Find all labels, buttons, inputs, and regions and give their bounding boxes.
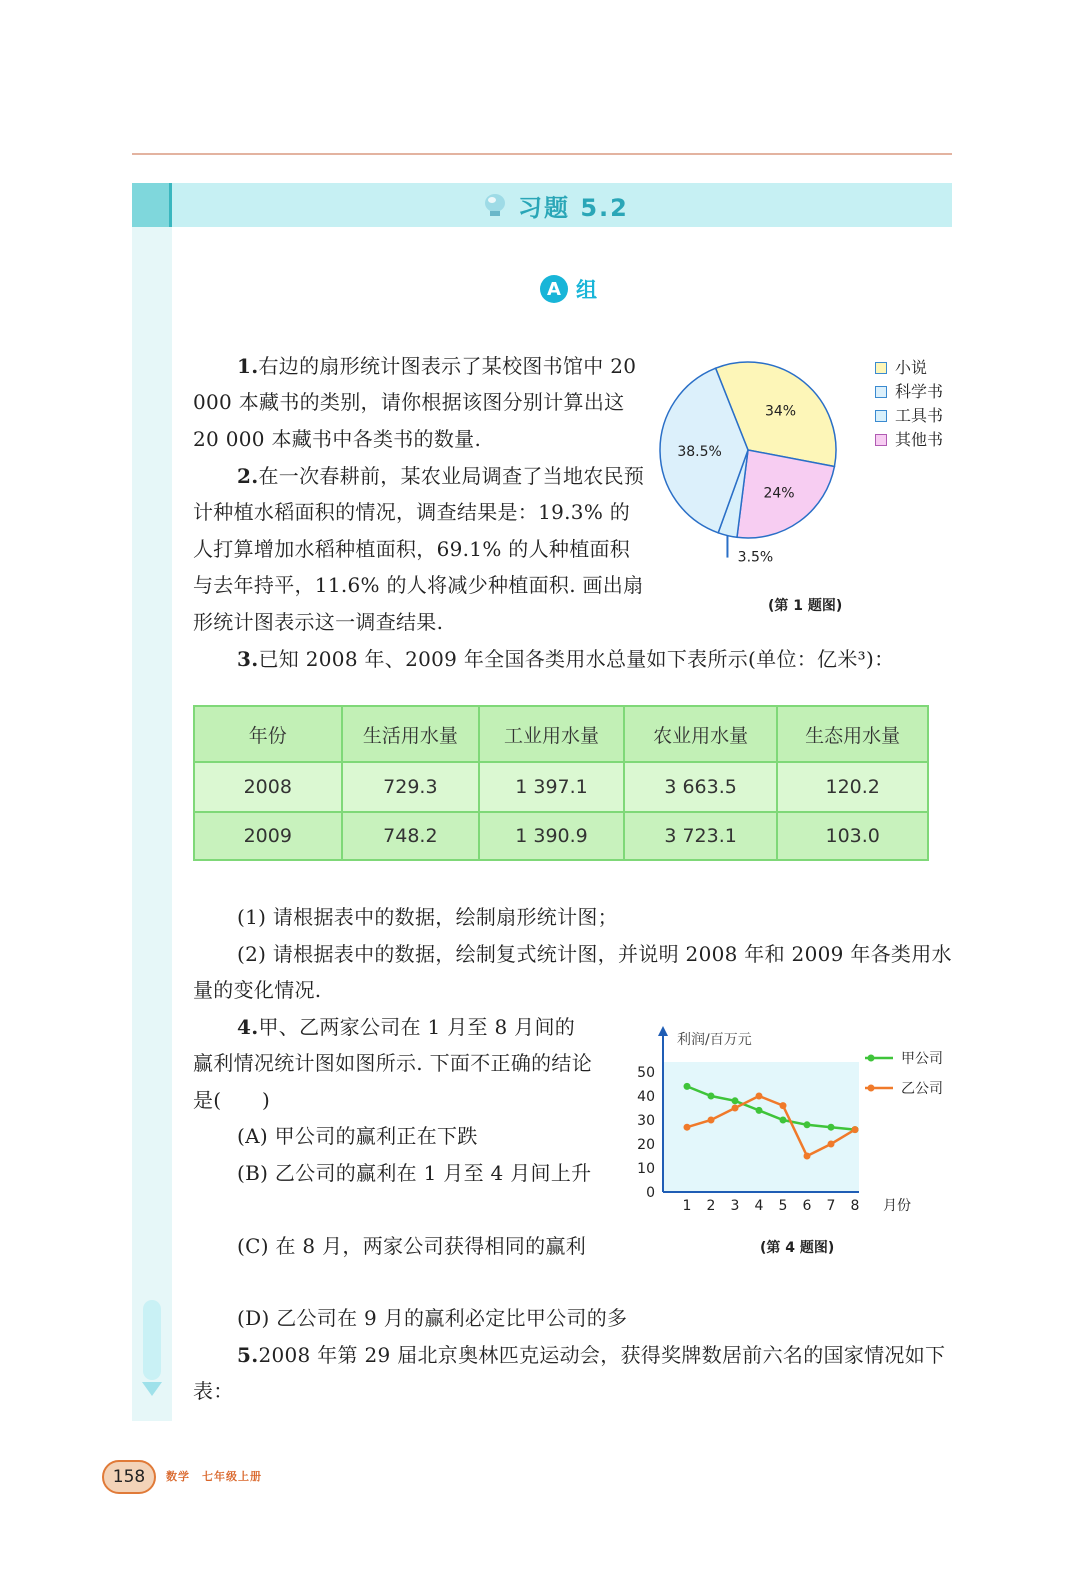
table-cell: 120.2 <box>777 762 928 812</box>
left-margin-strip <box>132 226 172 1421</box>
table-header-cell: 工业用水量 <box>479 706 624 762</box>
pie-slice-label: 24% <box>763 485 795 502</box>
x-tick-label: 3 <box>730 1198 740 1214</box>
table-header-cell: 年份 <box>194 706 342 762</box>
pie-slice-label: 3.5% <box>737 549 774 566</box>
table-header-cell: 农业用水量 <box>624 706 778 762</box>
x-axis-label: 月份 <box>883 1198 911 1214</box>
table-cell: 729.3 <box>342 762 480 812</box>
legend-item-novel <box>875 356 943 380</box>
margin-decoration <box>143 1300 161 1380</box>
x-tick-label: 8 <box>850 1198 860 1214</box>
question-5 <box>193 1337 953 1410</box>
line-chart <box>625 1020 960 1220</box>
question-5-text: 2008 年第 29 届北京奥林匹克运动会，获得奖牌数居前六名的国家情况如下表： <box>193 1343 946 1404</box>
data-point <box>732 1097 739 1104</box>
data-point <box>780 1117 787 1124</box>
y-axis-label: 利润/百万元 <box>677 1032 752 1048</box>
table-cell: 748.2 <box>342 812 480 860</box>
data-point <box>780 1102 787 1109</box>
pie-slice-label: 38.5% <box>677 443 722 460</box>
lightbulb-icon <box>480 192 510 218</box>
question-1 <box>193 348 645 457</box>
data-point <box>708 1093 715 1100</box>
legend-marker <box>868 1085 875 1092</box>
table-cell: 103.0 <box>777 812 928 860</box>
table-cell: 3 723.1 <box>624 812 778 860</box>
legend-label: 乙公司 <box>901 1081 943 1097</box>
question-1-text: 右边的扇形统计图表示了某校图书馆中 20 000 本藏书的类别，请你根据该图分别计算出这 20 000 本藏书中各类书的数量. <box>193 354 637 451</box>
table-cell: 2008 <box>194 762 342 812</box>
table-cell: 1 397.1 <box>479 762 624 812</box>
table-header-cell: 生活用水量 <box>342 706 480 762</box>
y-tick-label: 20 <box>637 1137 655 1153</box>
question-3 <box>193 641 953 677</box>
table-cell: 1 390.9 <box>479 812 624 860</box>
question-4-text: 甲、乙两家公司在 1 月至 8 月间的赢利情况统计图如图所示. 下面不正确的结论是( ) <box>193 1015 593 1112</box>
legend-label-novel: 小说 <box>895 358 928 377</box>
question-2-text: 在一次春耕前，某农业局调查了当地农民预计种植水稻面积的情况，调查结果是：19.3% 的人打算增加水稻种植面积，69.1% 的人种植面积与去年持平，11.6% 的人将减少种植面积. 画出扇形统计图表示这一调查结果. <box>193 464 645 634</box>
x-tick-label: 2 <box>706 1198 716 1214</box>
y-tick-label: 0 <box>646 1185 655 1201</box>
legend-label-other: 其他书 <box>895 430 944 449</box>
table-cell: 3 663.5 <box>624 762 778 812</box>
page-number: 158 <box>102 1460 156 1494</box>
data-point <box>684 1083 691 1090</box>
data-point <box>804 1121 811 1128</box>
pie-legend <box>875 356 943 452</box>
question-3-text: 已知 2008 年、2009 年全国各类用水总量如下表所示(单位：亿米³)： <box>258 647 895 671</box>
table-header-row <box>194 706 928 762</box>
x-tick-label: 5 <box>778 1198 788 1214</box>
pie-slice-label: 34% <box>764 403 797 420</box>
table-header-cell: 生态用水量 <box>777 706 928 762</box>
data-point <box>852 1126 859 1133</box>
data-point <box>756 1107 763 1114</box>
book-title: 数学 七年级上册 <box>166 1470 262 1483</box>
question-3-sub-2: (2) 请根据表中的数据，绘制复式统计图，并说明 2008 年和 2009 年各类用水量的变化情况. <box>193 942 952 1003</box>
legend-swatch-novel <box>875 362 887 374</box>
legend-item-tools <box>875 404 943 428</box>
question-4-number: 4. <box>237 1015 259 1039</box>
table-cell: 2009 <box>194 812 342 860</box>
table-row <box>194 812 928 860</box>
line-caption: (第 4 题图) <box>760 1240 835 1256</box>
question-1-number: 1. <box>237 354 259 378</box>
data-point <box>828 1124 835 1131</box>
data-point <box>828 1141 835 1148</box>
legend-item-other <box>875 428 943 452</box>
question-2-number: 2. <box>237 464 259 488</box>
top-rule <box>132 153 952 155</box>
pie-chart <box>640 340 860 580</box>
header-accent-block <box>132 183 172 227</box>
legend-marker <box>868 1055 875 1062</box>
option-a: (A) 甲公司的赢利正在下跌 <box>237 1124 478 1148</box>
y-tick-label: 10 <box>637 1161 655 1177</box>
table-row <box>194 762 928 812</box>
y-axis-arrow <box>658 1026 668 1036</box>
data-point <box>732 1105 739 1112</box>
option-b: (B) 乙公司的赢利在 1 月至 4 月间上升 <box>237 1161 592 1185</box>
data-point <box>708 1117 715 1124</box>
x-tick-label: 7 <box>826 1198 836 1214</box>
group-letter: A <box>540 275 568 303</box>
legend-item-science <box>875 380 943 404</box>
section-title <box>480 187 680 223</box>
y-tick-label: 30 <box>637 1113 655 1129</box>
x-tick-label: 4 <box>754 1198 764 1214</box>
section-title-text: 习题 5.2 <box>518 193 629 222</box>
pie-caption: (第 1 题图) <box>768 598 843 614</box>
question-4 <box>193 1009 593 1118</box>
option-d: (D) 乙公司在 9 月的赢利必定比甲公司的多 <box>237 1306 628 1330</box>
x-tick-label: 6 <box>802 1198 812 1214</box>
legend-swatch-science <box>875 386 887 398</box>
option-c: (C) 在 8 月，两家公司获得相同的赢利 <box>237 1234 587 1258</box>
question-3-sub-1: (1) 请根据表中的数据，绘制扇形统计图； <box>237 905 618 929</box>
data-point <box>756 1093 763 1100</box>
question-2 <box>193 458 645 640</box>
legend-label: 甲公司 <box>901 1051 943 1067</box>
y-tick-label: 40 <box>637 1089 655 1105</box>
question-5-number: 5. <box>237 1343 259 1367</box>
legend-swatch-other <box>875 434 887 446</box>
y-tick-label: 50 <box>637 1065 655 1081</box>
legend-swatch-tools <box>875 410 887 422</box>
down-arrow-icon <box>142 1382 162 1396</box>
data-point <box>684 1124 691 1131</box>
legend-label-science: 科学书 <box>895 382 944 401</box>
group-label <box>540 274 597 304</box>
water-usage-table <box>193 705 929 861</box>
data-point <box>804 1153 811 1160</box>
x-tick-label: 1 <box>682 1198 692 1214</box>
question-3-number: 3. <box>237 647 259 671</box>
legend-label-tools: 工具书 <box>895 406 944 425</box>
group-text: 组 <box>576 278 597 302</box>
